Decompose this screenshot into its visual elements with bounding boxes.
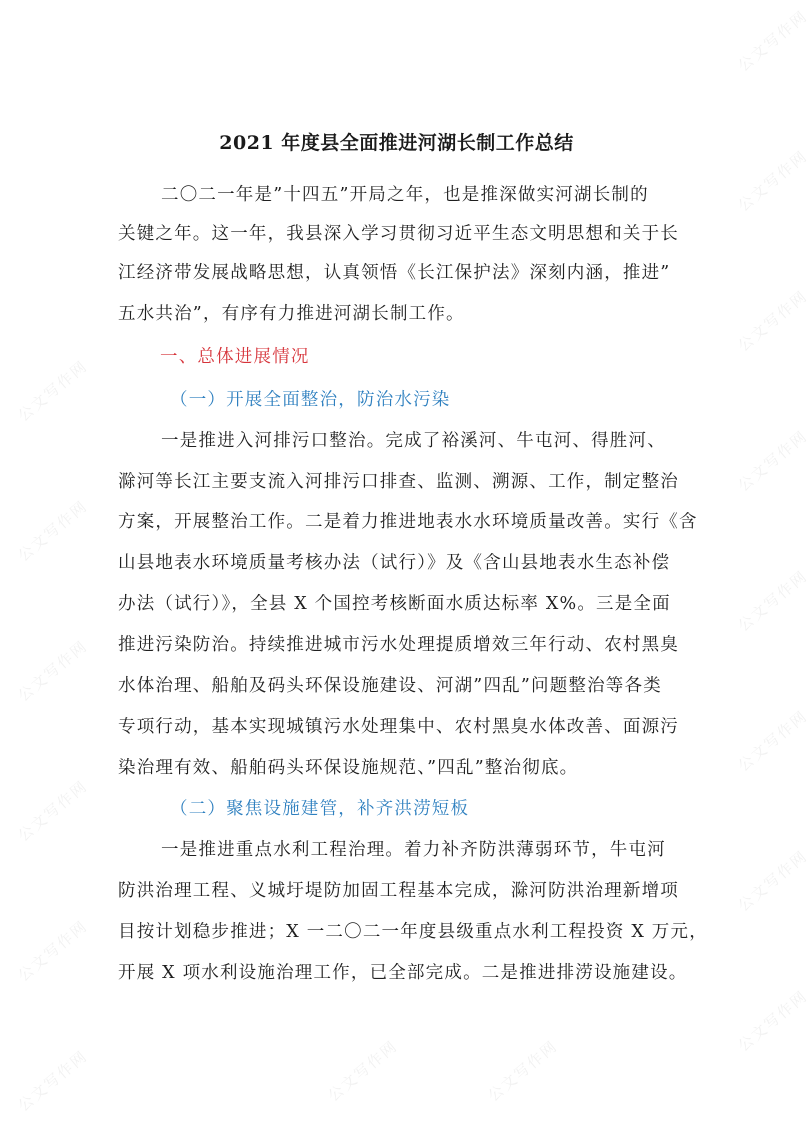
paragraph-line: 防洪治理工程、义城圩堤防加固工程基本完成，滁河防洪治理新增项 — [118, 881, 679, 901]
watermark: 公文写作网 — [734, 426, 812, 496]
paragraph-line: 专项行动，基本实现城镇污水处理集中、农村黑臭水体改善、面源污 — [118, 717, 679, 737]
watermark: 公文写作网 — [14, 496, 92, 566]
paragraph-line: 山县地表水环境质量考核办法（试行）》及《含山县地表水生态补偿 — [118, 553, 671, 573]
paragraph-line: 染治理有效、船舶码头环保设施规范、”四乱”整治彻底。 — [118, 758, 579, 778]
watermark: 公文写作网 — [734, 706, 812, 776]
subsection-heading: （二）聚焦设施建管，补齐洪涝短板 — [170, 799, 470, 819]
paragraph-line: 推进污染防治。持续推进城市污水处理提质增效三年行动、农村黑臭 — [118, 635, 679, 655]
paragraph-line: 水体治理、船舶及码头环保设施建设、河湖”四乱”问题整治等各类 — [118, 676, 662, 696]
section-heading: 一、总体进展情况 — [160, 347, 310, 367]
paragraph-line: 五水共治”，有序有力推进河湖长制工作。 — [118, 304, 465, 324]
paragraph-line: 开展 X 项水利设施治理工作，已全部完成。二是推进排涝设施建设。 — [118, 963, 688, 983]
paragraph-line: 滁河等长江主要支流入河排污口排查、监测、溯源、工作，制定整治 — [118, 472, 679, 492]
paragraph-line: 办法（试行）》，全县 X 个国控考核断面水质达标率 X%。三是全面 — [118, 594, 671, 614]
watermark: 公文写作网 — [324, 1036, 402, 1106]
watermark: 公文写作网 — [14, 356, 92, 426]
watermark: 公文写作网 — [734, 846, 812, 916]
paragraph-line: 关键之年。这一年，我县深入学习贯彻习近平生态文明思想和关于长 — [118, 224, 679, 244]
watermark: 公文写作网 — [14, 776, 92, 846]
paragraph-line: 一是推进入河排污口整治。完成了裕溪河、牛屯河、得胜河、 — [161, 431, 666, 451]
watermark: 公文写作网 — [734, 566, 812, 636]
watermark: 公文写作网 — [734, 146, 812, 216]
document-title: 2021 年度县全面推进河湖长制工作总结 — [219, 132, 574, 154]
paragraph-line: 一是推进重点水利工程治理。着力补齐防洪薄弱环节，牛屯河 — [161, 840, 666, 860]
watermark: 公文写作网 — [734, 6, 812, 76]
watermark: 公文写作网 — [734, 286, 812, 356]
subsection-heading: （一）开展全面整治，防治水污染 — [170, 390, 451, 410]
paragraph-line: 江经济带发展战略思想，认真领悟《长江保护法》深刻内涵，推进” — [118, 263, 671, 283]
watermark: 公文写作网 — [14, 1046, 92, 1116]
watermark: 公文写作网 — [734, 986, 812, 1056]
paragraph-line: 目按计划稳步推进；X 一二〇二一年度县级重点水利工程投资 X 万元， — [118, 922, 708, 942]
watermark: 公文写作网 — [484, 1036, 562, 1106]
watermark: 公文写作网 — [14, 636, 92, 706]
paragraph-line: 二〇二一年是”十四五”开局之年，也是推深做实河湖长制的 — [161, 185, 649, 205]
watermark: 公文写作网 — [14, 916, 92, 986]
paragraph-line: 方案，开展整治工作。二是着力推进地表水水环境质量改善。实行《含 — [118, 512, 698, 532]
